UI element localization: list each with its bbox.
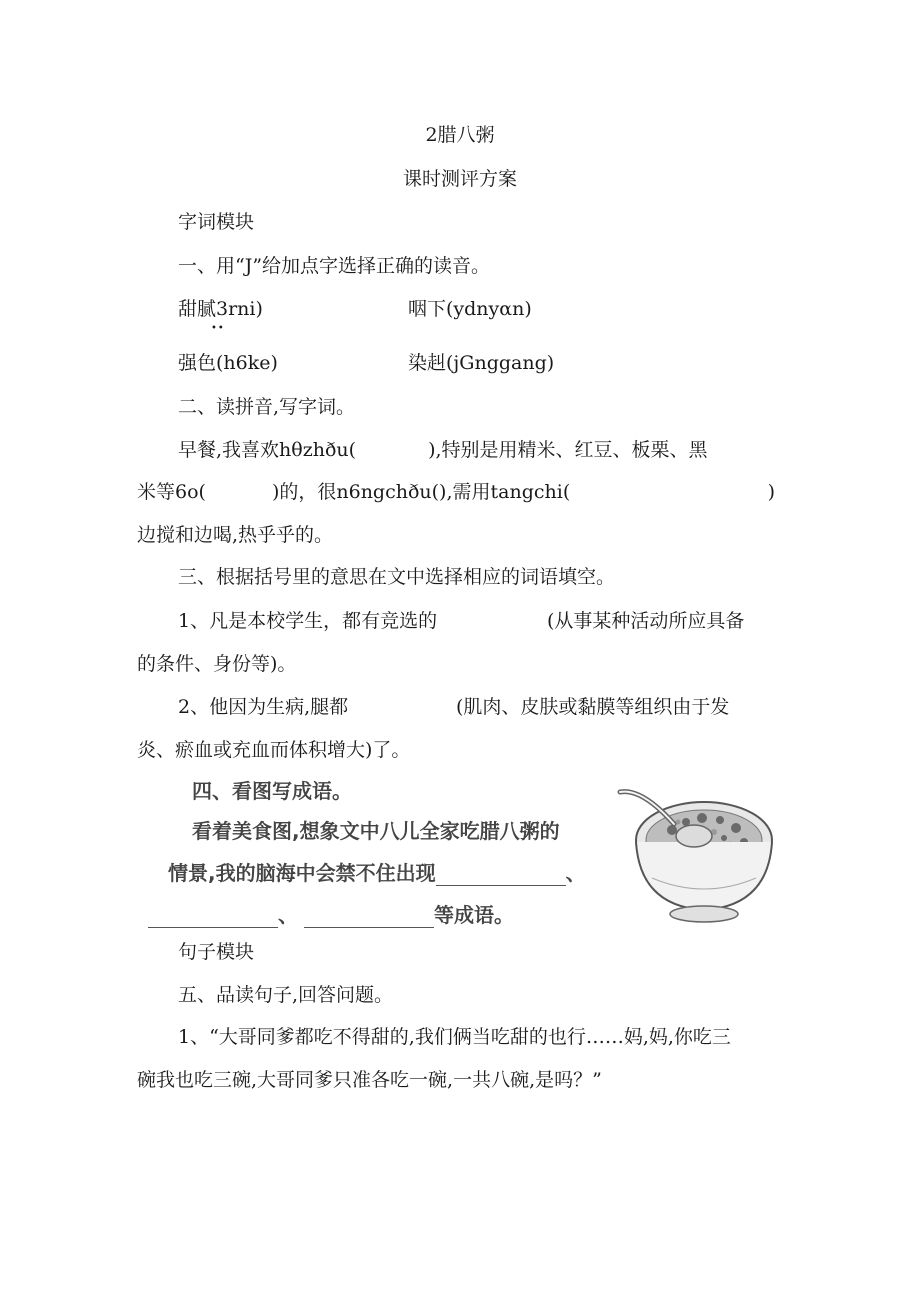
q4-line-3 [148,902,514,928]
q3-heading: 三、根据括号里的意思在文中选择相应的词语填空。 [178,566,616,588]
separator: 、 [565,861,586,885]
q5-heading: 五、品读句子,回答问题。 [178,984,394,1006]
q2-heading: 二、读拼音,写字词。 [178,396,356,418]
q2-line-3: 边搅和边喝,热乎乎的。 [137,524,334,546]
q2-line-1-text-b: ),特别是用精米、红豆、板栗、黑 [428,439,708,461]
emphasis-dots: •• [211,323,225,334]
porridge-bowl-icon [612,778,776,928]
answer-blank[interactable] [436,865,566,886]
section-heading-sentences: 句子模块 [178,941,255,963]
q2-line-1-text-a: 早餐,我喜欢hθzhðu( [178,439,357,461]
answer-blank[interactable] [148,907,278,928]
page-title: 2腊八粥 [425,124,495,146]
q1-item-a: 甜腻3rni) [178,298,263,320]
q3-sentence-2-a: 2、他因为生病,腿都 [178,696,349,718]
q4-line-3-text: 等成语。 [434,903,514,927]
q2-line-1 [178,438,708,462]
section-heading-words: 字词模块 [178,211,255,233]
q1-item-b: 咽下(ydnyαn) [408,298,532,320]
q1-item-d: 染赳(jGnggang) [408,352,555,374]
q5-sentence-1-a: 1、“大哥同爹都吃不得甜的,我们俩当吃甜的也行……妈,妈,你吃三 [178,1026,731,1048]
separator: 、 [278,903,298,927]
q4-heading: 四、看图写成语。 [192,779,352,803]
q2-line-2-text-b: )的，很n6ngchðu(),需用tangchi( [271,481,571,503]
q1-heading: 一、用“J”给加点字选择正确的读音。 [178,255,491,277]
q1-item-c: 强色(h6ke) [178,352,278,374]
q2-line-2-text-c: ) [767,481,775,503]
q3-sentence-1-c: 的条件、身份等)。 [137,653,297,675]
q2-line-2 [137,480,775,504]
q3-sentence-2-c: 炎、瘀血或充血而体积增大)了。 [137,739,411,761]
answer-blank[interactable] [304,907,434,928]
q4-image-block [168,776,776,928]
q4-line-2-text: 情景,我的脑海中会禁不住出现 [168,861,436,885]
q4-line-1: 看着美食图,想象文中八儿全家吃腊八粥的 [192,819,560,843]
page-subtitle: 课时测评方案 [402,168,517,190]
q5-sentence-1-b: 碗我也吃三碗,大哥同爹只准各吃一碗,一共八碗,是吗？” [137,1069,602,1091]
q3-sentence-1-a: 1、凡是本校学生，都有竞选的 [178,610,438,632]
q3-sentence-1-b: (从事某种活动所应具备 [547,610,745,632]
q3-sentence-2-b: (肌肉、皮肤或黏膜等组织由于发 [456,696,730,718]
q2-line-2-text-a: 米等6o( [137,481,206,503]
q4-line-2 [168,860,586,886]
